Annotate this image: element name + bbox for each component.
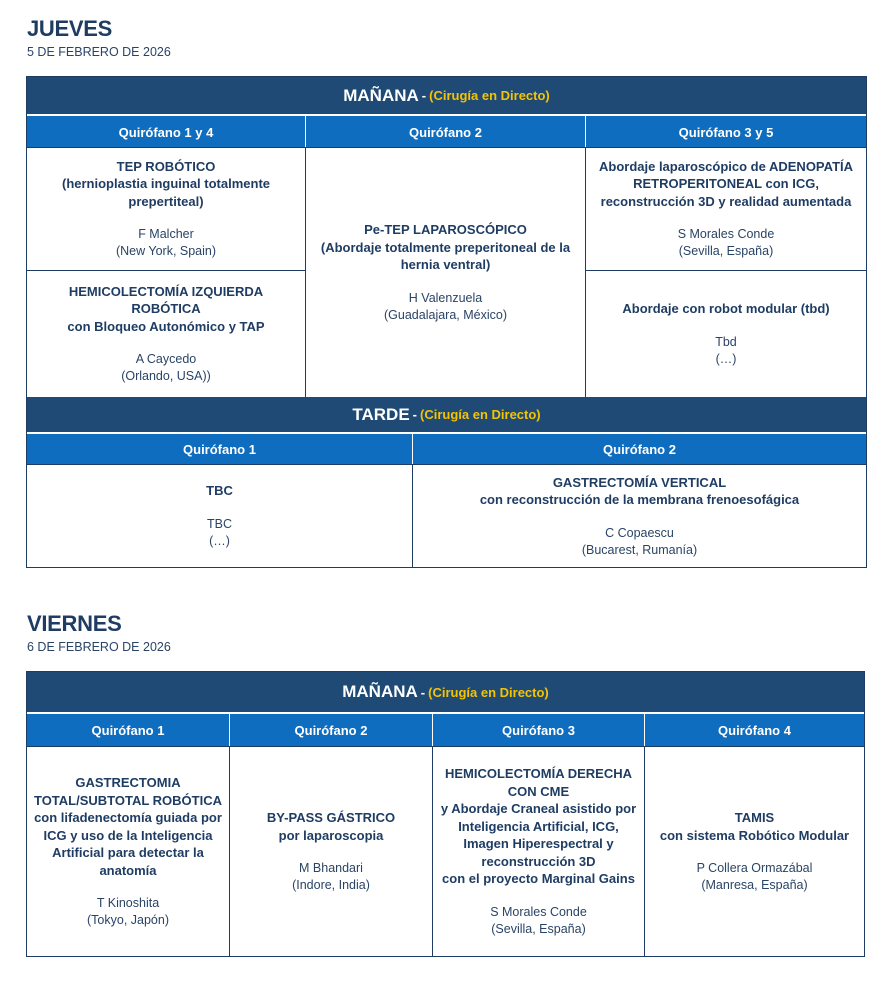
- speaker-location: (…): [715, 351, 737, 366]
- speaker-name: Tbd: [715, 334, 737, 349]
- thursday-header: [27, 16, 171, 60]
- band-label: MAÑANA: [342, 682, 418, 701]
- speaker-location: (Sevilla, España): [491, 921, 586, 936]
- speaker-location: (Sevilla, España): [678, 244, 774, 259]
- room-header: Quirófano 2: [603, 442, 676, 457]
- session-title: TEP ROBÓTICO (hernioplastia inguinal totalmente prepertiteal): [61, 158, 271, 209]
- session-title: Abordaje con robot modular (tbd): [622, 301, 830, 317]
- live-label: (Cirugía en Directo): [429, 88, 550, 103]
- band-label: MAÑANA: [343, 85, 419, 105]
- room-header-row: [27, 712, 864, 746]
- room-header: Quirófano 2: [306, 116, 586, 148]
- room-header: Quirófano 3 y 5: [678, 124, 774, 140]
- speaker-location: (Orlando, USA)): [121, 369, 211, 384]
- room-header: Quirófano 3: [433, 714, 645, 746]
- speaker-name: A Caycedo: [135, 352, 197, 367]
- speaker-location: (Guadalajara, México): [384, 307, 507, 322]
- room-header: Quirófano 1 y 4: [27, 116, 306, 148]
- room-header-row: [27, 114, 866, 148]
- speaker-location: (New York, Spain): [115, 244, 217, 259]
- session-cell: [433, 747, 644, 956]
- session-cell: [586, 271, 866, 397]
- band-dash: -: [420, 684, 426, 700]
- day-title: JUEVES: [27, 16, 113, 41]
- speaker-location: (Bucarest, Rumanía): [581, 542, 698, 557]
- speaker-name: M Bhandari: [299, 861, 363, 875]
- morning-band: [27, 672, 864, 712]
- thursday-schedule-table: [26, 76, 867, 568]
- session-title: TAMIS con sistema Robótico Modular: [659, 810, 850, 843]
- speaker-name: TBC: [207, 516, 232, 531]
- band-label: TARDE: [352, 404, 410, 424]
- band-dash: -: [412, 407, 417, 422]
- day-title: VIERNES: [27, 611, 122, 636]
- morning-band: [27, 77, 866, 114]
- room-header: Quirófano 2: [230, 714, 433, 746]
- live-label: (Cirugía en Directo): [420, 407, 541, 422]
- session-title: GASTRECTOMÍA VERTICAL con reconstrucción de la membrana frenoesofágica: [479, 474, 800, 507]
- live-label: (Cirugía en Directo): [428, 684, 549, 700]
- speaker-location: (Manresa, España): [701, 878, 808, 892]
- session-cell: [27, 747, 229, 956]
- session-cell: [27, 465, 412, 567]
- day-date: 5 DE FEBRERO DE 2026: [27, 45, 171, 59]
- session-cell: [27, 271, 305, 397]
- session-cell: [413, 465, 866, 567]
- session-cell: [27, 148, 305, 270]
- friday-schedule-table: [26, 671, 865, 957]
- band-dash: -: [421, 88, 427, 103]
- session-cell: [306, 148, 585, 397]
- speaker-name: T Kinoshita: [96, 896, 160, 910]
- session-cell: [586, 148, 866, 270]
- afternoon-band: [27, 397, 866, 432]
- speaker-name: S Morales Conde: [490, 904, 587, 919]
- speaker-location: (Indore, India): [292, 878, 370, 892]
- room-header: Quirófano 4: [718, 722, 791, 738]
- session-title: TBC: [206, 483, 233, 499]
- room-header-row: [27, 432, 866, 465]
- speaker-location: (Tokyo, Japón): [87, 913, 169, 927]
- speaker-name: P Collera Ormazábal: [696, 861, 813, 875]
- session-cell: [645, 747, 864, 956]
- session-title: BY-PASS GÁSTRICO por laparoscopia: [266, 810, 396, 843]
- room-header: Quirófano 1: [27, 434, 413, 465]
- session-title: Abordaje laparoscópico de ADENOPATÍA RETROPERITONEAL con ICG, reconstrucción 3D y realidad aumentada: [598, 158, 854, 209]
- speaker-name: C Copaescu: [605, 525, 674, 540]
- speaker-name: S Morales Conde: [677, 227, 775, 242]
- friday-header: [27, 611, 171, 655]
- session-title: HEMICOLECTOMÍA IZQUIERDA ROBÓTICA con Bloqueo Autonómico y TAP: [67, 283, 265, 334]
- day-date: 6 DE FEBRERO DE 2026: [27, 640, 171, 654]
- speaker-location: (…): [209, 533, 230, 548]
- speaker-name: H Valenzuela: [408, 290, 483, 305]
- session-title: Pe-TEP LAPAROSCÓPICO (Abordaje totalmente preperitoneal de la hernia ventral): [320, 222, 571, 273]
- session-cell: [230, 747, 432, 956]
- room-header: Quirófano 1: [27, 714, 230, 746]
- session-title: HEMICOLECTOMÍA DERECHA CON CME y Abordaje Craneal asistido por Inteligencia Artificial, ICG, Imagen Hiperespectral y reconstrucción 3D con el proyecto Marginal Gains: [440, 766, 637, 887]
- speaker-name: F Malcher: [138, 227, 194, 242]
- session-title: GASTRECTOMIA TOTAL/SUBTOTAL ROBÓTICA con lifadenectomía guiada por ICG y uso de la Inteligencia Artificial para detectar la anatomía: [33, 775, 222, 878]
